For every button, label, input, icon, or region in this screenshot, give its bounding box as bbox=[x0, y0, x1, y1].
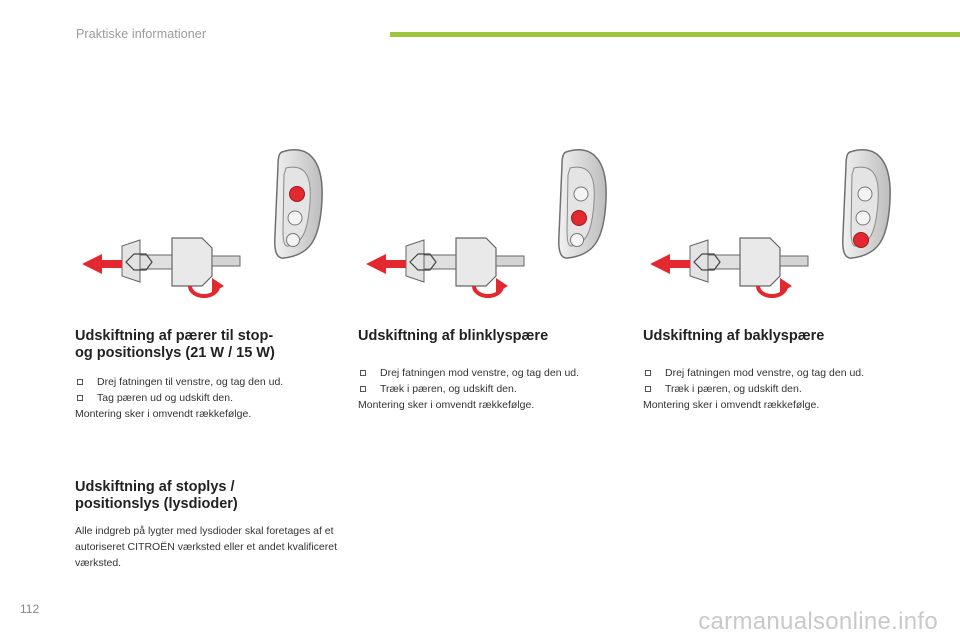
bullet-square-icon bbox=[360, 370, 366, 376]
tail-lamp-housing bbox=[275, 150, 322, 258]
list-item: Drej fatningen mod venstre, og tag den ud. bbox=[358, 365, 628, 381]
tail-lamp-housing bbox=[559, 150, 606, 258]
list-item: Drej fatningen mod venstre, og tag den ud. bbox=[643, 365, 913, 381]
bullet-square-icon bbox=[77, 395, 83, 401]
bulb-holder bbox=[406, 238, 524, 286]
list-item: Tag pæren ud og udskift den. bbox=[75, 390, 345, 406]
bullet-square-icon bbox=[645, 370, 651, 376]
list-item: Træk i pæren, og udskift den. bbox=[643, 381, 913, 397]
pull-arrow bbox=[82, 254, 122, 274]
list-item: Drej fatningen til venstre, og tag den ud. bbox=[75, 374, 345, 390]
bulb-holder bbox=[690, 238, 808, 286]
bullet-square-icon bbox=[77, 379, 83, 385]
header-accent-bar bbox=[390, 32, 960, 37]
assembly-note: Montering sker i omvendt rækkefølge. bbox=[75, 408, 252, 420]
section-indicator-bulb bbox=[358, 328, 628, 413]
pull-arrow bbox=[650, 254, 690, 274]
instruction-list bbox=[643, 365, 913, 397]
watermark: carmanualsonline.info bbox=[698, 608, 938, 635]
illustration-stop-position-bulb bbox=[72, 140, 337, 305]
assembly-note: Montering sker i omvendt rækkefølge. bbox=[358, 399, 535, 411]
section-led-lamps bbox=[75, 479, 355, 571]
pull-arrow bbox=[366, 254, 406, 274]
section-title: Udskiftning af baklyspære bbox=[643, 328, 825, 344]
bullet-square-icon bbox=[645, 386, 651, 392]
section-title bbox=[75, 479, 355, 513]
title-line-1: Udskiftning af stoplys / bbox=[75, 479, 235, 495]
instruction-list bbox=[358, 365, 628, 397]
title-line-1: Udskiftning af pærer til stop- bbox=[75, 328, 274, 344]
title-line-2: og positionslys (21 W / 15 W) bbox=[75, 345, 275, 361]
list-item: Træk i pæren, og udskift den. bbox=[358, 381, 628, 397]
illustration-reversing-bulb bbox=[640, 140, 905, 305]
title-line-2: positionslys (lysdioder) bbox=[75, 496, 238, 512]
led-paragraph: Alle indgreb på lygter med lysdioder skal foretages af et autoriseret CITROËN værksted eller et andet kvalificeret værksted. bbox=[75, 525, 338, 569]
instruction-list bbox=[75, 374, 345, 406]
bulb-holder bbox=[122, 238, 240, 286]
tail-lamp-housing bbox=[843, 150, 890, 258]
illustration-indicator-bulb bbox=[356, 140, 621, 305]
section-reversing-bulb bbox=[643, 328, 913, 413]
section-stop-position-bulbs bbox=[75, 328, 345, 422]
bullet-square-icon bbox=[360, 386, 366, 392]
section-title bbox=[75, 328, 345, 362]
page-number: 112 bbox=[20, 602, 40, 616]
assembly-note: Montering sker i omvendt rækkefølge. bbox=[643, 399, 820, 411]
running-header: Praktiske informationer bbox=[76, 27, 207, 41]
section-title: Udskiftning af blinklyspære bbox=[358, 328, 549, 344]
